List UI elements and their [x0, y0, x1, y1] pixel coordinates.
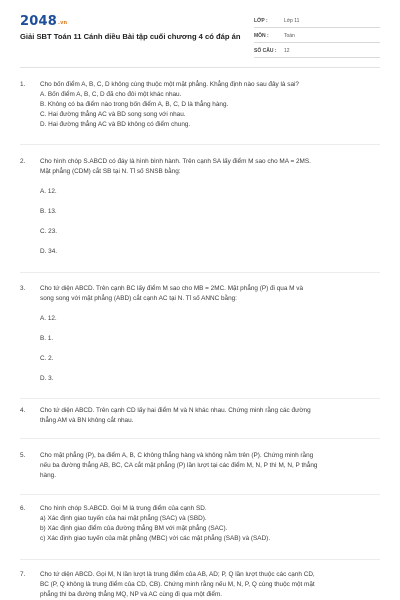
question-divider — [20, 144, 380, 145]
question-number: 3. — [20, 285, 26, 292]
document-title: Giải SBT Toán 11 Cánh diều Bài tập cuối chương 4 có đáp án — [20, 32, 241, 41]
question-number: 1. — [20, 81, 26, 88]
question-number: 6. — [20, 505, 26, 512]
meta-label: SỐ CÂU : — [254, 48, 277, 54]
meta-row-subject — [254, 30, 380, 43]
question-text: Cho tứ diện ABCD. Trên cạnh CD lấy hai điểm M và N khác nhau. Chứng minh rằng các đường — [40, 407, 311, 414]
meta-value: 12 — [284, 48, 290, 54]
question-text: Cho tứ diện ABCD. Gọi M, N lần lượt là trung điểm của AB, AD; P, Q lần lượt thuộc các cạnh CD, — [40, 571, 315, 578]
question-text: Cho hình chóp S.ABCD. Gọi M là trung điểm của cạnh SD. — [40, 505, 207, 512]
answer-option[interactable]: A. 12. — [40, 315, 57, 322]
answer-option[interactable]: B. 1. — [40, 335, 54, 342]
question-divider — [20, 494, 380, 495]
question-number: 7. — [20, 571, 26, 578]
question-item — [20, 284, 380, 384]
meta-label: LỚP : — [254, 18, 268, 24]
question-divider — [20, 272, 380, 273]
answer-option[interactable]: B. 13. — [40, 208, 57, 215]
question-text: Cho mặt phẳng (P), ba điểm A, B, C không thẳng hàng và không nằm trên (P). Chứng minh rằng — [40, 452, 314, 459]
question-text: song song với mặt phẳng (ABD) cắt cạnh AC tại N. Tỉ số ANNC bằng: — [40, 295, 237, 302]
answer-option[interactable]: A. Bốn điểm A, B, C, D đã cho đôi một khác nhau. — [40, 91, 182, 98]
question-text: hàng. — [40, 472, 56, 479]
meta-row-class — [254, 15, 380, 28]
question-text: a) Xác định giao tuyến của hai mặt phẳng (SAC) và (SBD). — [40, 515, 207, 522]
question-text: BC (P, Q không là trung điểm của CD, CB). Chứng minh rằng nếu M, N, P, Q cùng thuộc một mặt — [40, 581, 315, 588]
question-text: phẳng thì ba đường thẳng MQ, NP và AC cùng đi qua một điểm. — [40, 591, 223, 598]
meta-row-question-count — [254, 45, 380, 58]
answer-option[interactable]: B. Không có ba điểm nào trong bốn điểm A, B, C, D là thẳng hàng. — [40, 101, 229, 108]
question-item — [20, 157, 380, 257]
question-number: 2. — [20, 158, 26, 165]
meta-info-box — [254, 15, 380, 58]
answer-option[interactable]: C. 2. — [40, 355, 54, 362]
logo-suffix: .vn — [57, 20, 68, 26]
question-text: nếu ba đường thẳng AB, BC, CA cắt mặt phẳng (P) lần lượt tại các điểm M, N, P thì M, N, P thẳng — [40, 462, 318, 469]
question-text: Cho hình chóp S.ABCD có đáy là hình bình hành. Trên cạnh SA lấy điểm M sao cho MA = 2MS. — [40, 158, 311, 165]
meta-value: Toán — [284, 33, 295, 39]
question-text: Mặt phẳng (CDM) cắt SB tại N. Tỉ số SNSB bằng: — [40, 168, 181, 175]
question-divider — [20, 438, 380, 439]
site-logo[interactable]: $2048_{.vn}$ — [20, 14, 68, 29]
question-number: 5. — [20, 452, 26, 459]
header-divider — [20, 67, 380, 68]
answer-option[interactable]: A. 12. — [40, 188, 57, 195]
question-text: thẳng AM và BN không cắt nhau. — [40, 417, 134, 424]
answer-option[interactable]: C. Hai đường thẳng AC và BD song song với nhau. — [40, 111, 186, 118]
answer-option[interactable]: C. 23. — [40, 228, 58, 235]
question-item — [20, 80, 380, 130]
question-text: c) Xác định giao tuyến của mặt phẳng (MBC) với các mặt phẳng (SAB) và (SAD). — [40, 535, 271, 542]
answer-option[interactable]: D. 3. — [40, 375, 54, 382]
question-item — [20, 406, 380, 426]
answer-option[interactable]: D. 34. — [40, 248, 58, 255]
meta-label: MÔN : — [254, 33, 269, 39]
answer-option[interactable]: D. Hai đường thẳng AC và BD không có điểm chung. — [40, 121, 191, 128]
question-text: Cho tứ diện ABCD. Trên cạnh BC lấy điểm M sao cho MB = 2MC. Mặt phẳng (P) đi qua M và — [40, 285, 304, 292]
question-divider — [20, 559, 380, 560]
document-header — [0, 0, 400, 62]
question-number: 4. — [20, 407, 26, 414]
question-item — [20, 451, 380, 481]
question-item — [20, 570, 380, 600]
question-item — [20, 504, 380, 544]
meta-value: Lớp 11 — [284, 18, 300, 24]
question-text: Cho bốn điểm A, B, C, D không cùng thuộc một mặt phẳng. Khẳng định nào sau đây là sai? — [40, 81, 299, 88]
question-text: b) Xác định giao điểm của đường thẳng BM với mặt phẳng (SAC). — [40, 525, 228, 532]
question-divider — [20, 398, 380, 399]
